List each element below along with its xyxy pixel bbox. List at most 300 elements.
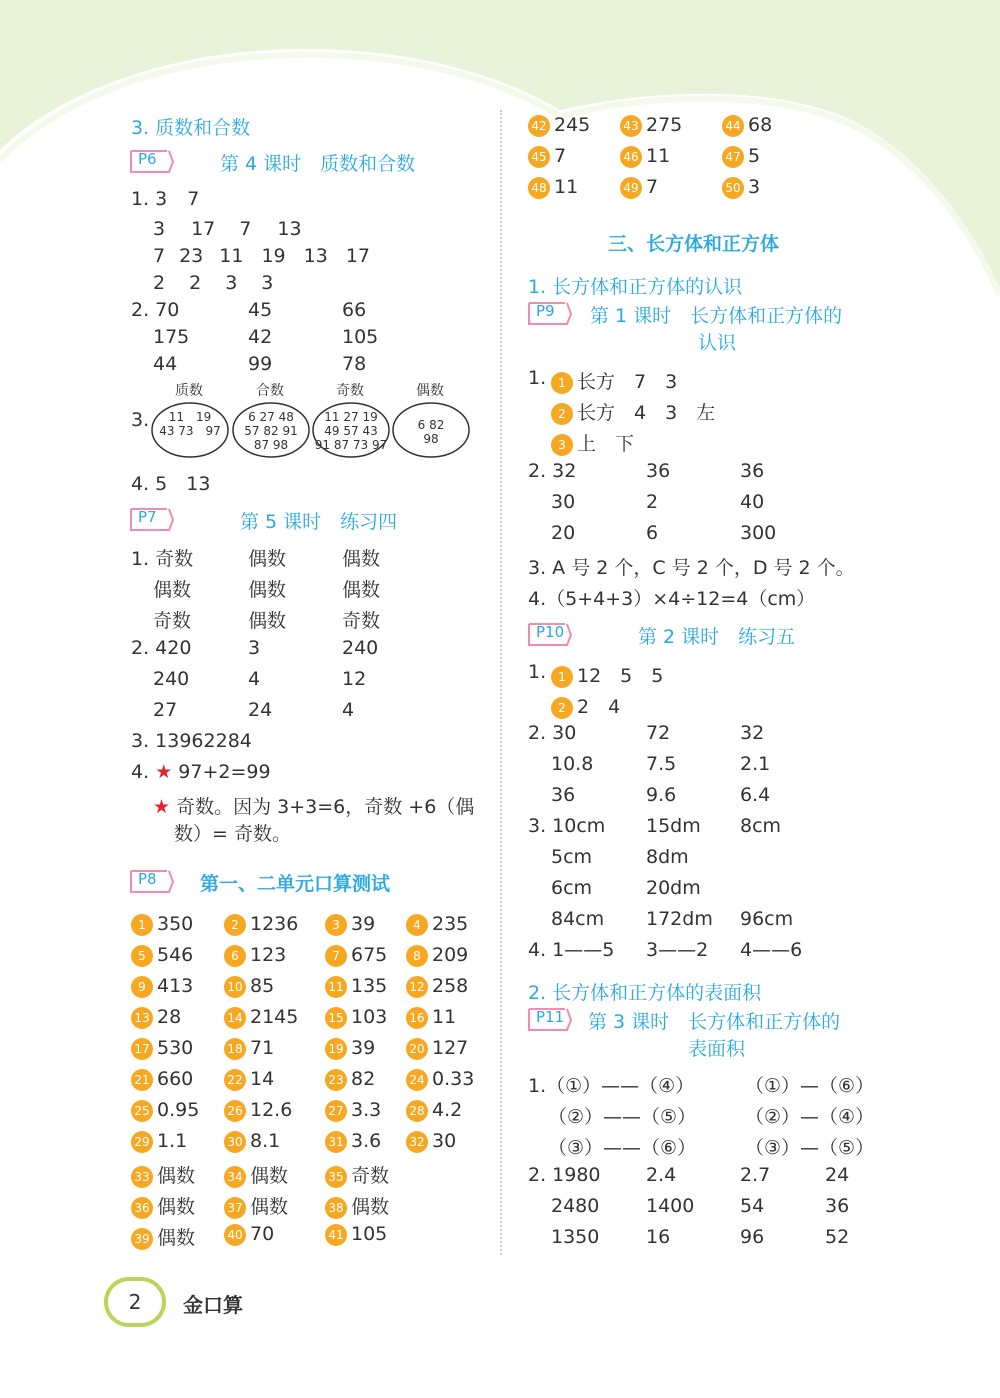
oral-answer (406, 975, 468, 998)
star-icon: ★ (153, 796, 171, 818)
answer-value: 2145 (250, 1006, 299, 1028)
answer-cell: 2. 30 (528, 722, 577, 744)
number-badge: 38 (325, 1197, 347, 1219)
oral-answer (131, 1099, 199, 1122)
answer-value: 1236 (250, 913, 299, 935)
page-tag-p11 (527, 1006, 573, 1032)
number-badge: 16 (406, 1007, 428, 1029)
page-tag-p8 (129, 868, 175, 894)
answer-line (153, 245, 370, 267)
oral-answer (131, 1068, 193, 1091)
number-badge: 43 (620, 115, 642, 137)
number-badge: 28 (406, 1100, 428, 1122)
answer-cell: 2. 32 (528, 460, 577, 482)
answer-cell: 30 (551, 491, 576, 513)
answer-cell: 96 (740, 1226, 765, 1248)
answer-cell: 7 (153, 245, 166, 267)
answer-cell: 13 (303, 245, 328, 267)
lesson-title-line2: 表面积 (688, 1038, 746, 1060)
number-badge: 27 (325, 1100, 347, 1122)
answer-cell: 42 (248, 326, 273, 348)
question-prefix: 3. (131, 409, 150, 431)
answer-line (551, 692, 620, 719)
answer-cell: 54 (740, 1195, 765, 1217)
lesson-title: 第 4 课时 质数和合数 (220, 153, 416, 175)
answer-cell: 3 (153, 218, 166, 240)
number-badge: 36 (131, 1197, 153, 1219)
oral-answer (224, 913, 298, 936)
answer-value: 3 (748, 176, 761, 198)
answer-cell: 44 (153, 353, 178, 375)
page-tag-p7 (129, 506, 175, 532)
lesson-title: 第 3 课时 长方体和正方体的 (588, 1011, 841, 1033)
oral-answer (406, 944, 468, 967)
number-badge: 2 (551, 697, 573, 719)
answer-cell: 7 (239, 218, 252, 240)
answer-cell: 45 (248, 299, 273, 321)
answer-value: 14 (250, 1068, 275, 1090)
answer-text: 奇数。因为 3+3=6，奇数 +6（偶 (176, 796, 475, 818)
number-badge: 3 (325, 914, 347, 936)
answer-cell: 4——6 (740, 939, 803, 961)
question-prefix: 1. (528, 367, 547, 389)
oval-label: 质数 (175, 383, 203, 399)
answer-cell: 2. 1980 (528, 1164, 601, 1186)
answer-cell: 12 (342, 668, 367, 690)
answer-cell: 19 (261, 245, 286, 267)
answer-value: 1.1 (157, 1130, 188, 1152)
answer-value: 5 (748, 145, 761, 167)
oral-answer (325, 1037, 375, 1060)
number-badge: 26 (224, 1100, 246, 1122)
section-title: 1. 长方体和正方体的认识 (528, 276, 743, 298)
page-tag-label: P9 (536, 302, 555, 320)
oral-answer (224, 1068, 274, 1091)
answer-cell: 3. 13962284 (131, 730, 252, 752)
answer-value: 11 (554, 176, 579, 198)
number-badge: 45 (528, 146, 550, 168)
oval-number-line: 87 98 (253, 438, 289, 452)
answer-cell: 36 (551, 784, 576, 806)
oral-answer (131, 1130, 187, 1153)
answer-cell: 1350 (551, 1226, 600, 1248)
oval-evens (393, 418, 469, 446)
oval-number-line: 57 82 91 (244, 424, 298, 438)
answer-cell: 2.7 (740, 1164, 771, 1186)
number-badge: 5 (131, 945, 153, 967)
oral-answer (722, 145, 760, 168)
answer-cell: 13 (277, 218, 302, 240)
answer-cell: 27 (153, 699, 178, 721)
answer-cell: 72 (646, 722, 671, 744)
answer-cell: 15dm (646, 815, 701, 837)
number-badge: 4 (406, 914, 428, 936)
answer-value: 209 (432, 944, 469, 966)
oral-answer (325, 1223, 387, 1246)
answer-value: 偶数 (157, 1196, 196, 1218)
answer-cell: 奇数 (342, 610, 381, 632)
answer-value: 0.33 (432, 1068, 475, 1090)
answer-value: 偶数 (351, 1196, 390, 1218)
number-badge: 41 (325, 1224, 347, 1246)
number-badge: 50 (722, 177, 744, 199)
answer-text: 数）= 奇数。 (174, 823, 291, 845)
answer-cell: 17 (345, 245, 371, 267)
lesson-title: 第 5 课时 练习四 (240, 511, 398, 533)
number-badge: 6 (224, 945, 246, 967)
answer-cell: 17 (191, 218, 216, 240)
page-tag-p6 (129, 148, 175, 174)
page-tag-label: P7 (138, 508, 157, 526)
answer-cell: 1. 奇数 (131, 548, 194, 570)
answer-cell: 172dm (646, 908, 713, 930)
answer-cell: 偶数 (342, 548, 381, 570)
oral-answer (224, 1006, 298, 1029)
answer-cell: 240 (342, 637, 379, 659)
answer-value: 68 (748, 114, 773, 136)
chapter-title: 三、长方体和正方体 (608, 233, 780, 255)
section-title-primes: 3. 质数和合数 (131, 117, 251, 139)
number-badge: 39 (131, 1228, 153, 1250)
number-badge: 21 (131, 1069, 153, 1091)
answer-value: 105 (351, 1223, 388, 1245)
lesson-title-line2: 认识 (698, 332, 737, 354)
answer-cell: 2 (646, 491, 659, 513)
answer-cell: 7 (187, 188, 200, 210)
oval-label: 合数 (256, 383, 284, 399)
number-badge: 34 (224, 1166, 246, 1188)
answer-cell: 2480 (551, 1195, 600, 1217)
answer-cell: （③）—（⑤） (745, 1137, 875, 1159)
oval-number-line: 43 73 97 (159, 424, 221, 438)
number-badge: 35 (325, 1166, 347, 1188)
answer-line (153, 792, 474, 819)
number-badge: 32 (406, 1131, 428, 1153)
oral-answer (131, 944, 193, 967)
answer-cell: 20 (551, 522, 576, 544)
answer-value: 3.3 (351, 1099, 382, 1121)
number-badge: 18 (224, 1038, 246, 1060)
oral-answer (224, 1037, 274, 1060)
lesson-title: 第 1 课时 长方体和正方体的 (590, 305, 843, 327)
answer-cell: 1400 (646, 1195, 695, 1217)
answer-value: 245 (554, 114, 591, 136)
answer-cell: 1.（①）——（④） (528, 1075, 695, 1097)
oral-answer (620, 145, 670, 168)
number-badge: 1 (131, 914, 153, 936)
answer-line (131, 188, 199, 210)
answer-value: 235 (432, 913, 469, 935)
answer-value: 413 (157, 975, 194, 997)
answer-cell: 20dm (646, 877, 701, 899)
oral-answer (131, 1161, 195, 1188)
answer-cell: 6cm (551, 877, 593, 899)
answer-text: 2 4 (577, 696, 621, 718)
oral-answer (406, 1006, 456, 1029)
oral-answer (325, 1161, 389, 1188)
answer-cell: 奇数 (153, 610, 192, 632)
number-badge: 20 (406, 1038, 428, 1060)
answer-cell: 偶数 (342, 579, 381, 601)
test-title: 第一、二单元口算测试 (200, 873, 391, 895)
answer-cell: 偶数 (248, 548, 287, 570)
oral-answer (325, 1192, 389, 1219)
number-badge: 23 (325, 1069, 347, 1091)
number-badge: 10 (224, 976, 246, 998)
answer-line (551, 429, 634, 456)
answer-value: 275 (646, 114, 683, 136)
answer-value: 11 (646, 145, 671, 167)
answer-cell: 52 (825, 1226, 850, 1248)
oral-answer (325, 975, 387, 998)
oval-number-line: 98 (423, 432, 439, 446)
answer-value: 7 (554, 145, 567, 167)
oral-answer (224, 1161, 288, 1188)
number-badge: 22 (224, 1069, 246, 1091)
question-prefix: 4. (131, 761, 150, 783)
oral-answer (325, 1006, 387, 1029)
answer-value: 660 (157, 1068, 194, 1090)
number-badge: 25 (131, 1100, 153, 1122)
answer-cell: 3 (225, 272, 238, 294)
number-badge: 40 (224, 1224, 246, 1246)
oval-primes (152, 410, 228, 438)
answer-cell: 7.5 (646, 753, 677, 775)
answer-cell: （②）——（⑤） (548, 1106, 697, 1128)
answer-value: 39 (351, 1037, 376, 1059)
oval-label: 偶数 (416, 383, 444, 399)
oral-answer (406, 913, 468, 936)
oral-answer (131, 1223, 195, 1250)
answer-cell: 3 (248, 637, 261, 659)
oral-answer (131, 1006, 181, 1029)
answer-value: 135 (351, 975, 388, 997)
answer-line (131, 761, 271, 783)
answer-cell: （①）—（⑥） (745, 1075, 875, 1097)
page-tag-label: P10 (536, 623, 565, 641)
answer-value: 4.2 (432, 1099, 463, 1121)
oral-answer (620, 176, 658, 199)
answer-cell: 105 (342, 326, 379, 348)
book-name: 金口算 (183, 1293, 243, 1317)
answer-value: 82 (351, 1068, 376, 1090)
answer-cell: 32 (740, 722, 765, 744)
answer-cell: 6.4 (740, 784, 771, 806)
oral-answer (224, 1223, 274, 1246)
oral-answer (131, 975, 193, 998)
answer-value: 350 (157, 913, 194, 935)
answer-value: 258 (432, 975, 469, 997)
oral-answer (722, 176, 760, 199)
number-badge: 31 (325, 1131, 347, 1153)
oral-answer (406, 1099, 462, 1122)
oral-answer (131, 913, 193, 936)
oral-answer (528, 114, 590, 137)
answer-cell: 240 (153, 668, 190, 690)
answer-cell: 5cm (551, 846, 593, 868)
oral-answer (224, 1130, 280, 1153)
answer-value: 123 (250, 944, 287, 966)
answer-cell: 3 (261, 272, 274, 294)
oral-answer (325, 944, 387, 967)
oral-answer (224, 1099, 292, 1122)
number-badge: 49 (620, 177, 642, 199)
page-tag-label: P11 (536, 1008, 565, 1026)
number-badge: 47 (722, 146, 744, 168)
answer-line (551, 398, 715, 425)
number-badge: 15 (325, 1007, 347, 1029)
answer-cell: 66 (342, 299, 367, 321)
answer-value: 奇数 (351, 1165, 390, 1187)
answer-cell: 4 (248, 668, 261, 690)
answer-value: 546 (157, 944, 194, 966)
answer-cell: 1. 3 (131, 188, 168, 210)
answer-cell: 23 (179, 245, 204, 267)
number-badge: 12 (406, 976, 428, 998)
answer-line: 4.（5+4+3）×4÷12=4（cm） (528, 588, 816, 610)
answer-cell: 36 (825, 1195, 850, 1217)
number-badge: 17 (131, 1038, 153, 1060)
number-badge: 1 (551, 372, 573, 394)
number-badge: 24 (406, 1069, 428, 1091)
answer-cell: 10.8 (551, 753, 594, 775)
answer-cell: 11 (219, 245, 244, 267)
answer-text: 上 下 (577, 433, 635, 455)
answer-value: 12.6 (250, 1099, 293, 1121)
oral-answer (528, 145, 566, 168)
answer-cell: 2. 70 (131, 299, 180, 321)
answer-line: 3. A 号 2 个，C 号 2 个，D 号 2 个。 (528, 557, 855, 579)
oral-answer (224, 1192, 288, 1219)
answer-cell: 97+2=99 (178, 761, 271, 783)
answer-cell: 24 (825, 1164, 850, 1186)
answer-cell: 2 (153, 272, 166, 294)
oval-label: 奇数 (336, 383, 364, 399)
oval-odds (313, 410, 389, 452)
answer-cell: 300 (740, 522, 777, 544)
answer-cell: 4. 1——5 (528, 939, 615, 961)
answer-cell: 96cm (740, 908, 794, 930)
number-badge: 46 (620, 146, 642, 168)
answer-cell: （②）—（④） (745, 1106, 875, 1128)
page-tag-p9 (527, 300, 573, 326)
answer-value: 675 (351, 944, 388, 966)
number-badge: 2 (551, 403, 573, 425)
oral-answer (406, 1130, 456, 1153)
page-tag-p10 (527, 621, 573, 647)
section-title: 2. 长方体和正方体的表面积 (528, 982, 762, 1004)
number-badge: 2 (224, 914, 246, 936)
oral-answer (406, 1068, 474, 1091)
oral-answer (131, 1192, 195, 1219)
number-badge: 1 (551, 666, 573, 688)
answer-line (551, 661, 663, 688)
answer-cell: 2.1 (740, 753, 771, 775)
oral-answer (620, 114, 682, 137)
oral-answer (406, 1037, 468, 1060)
answer-value: 28 (157, 1006, 182, 1028)
answer-line (153, 218, 302, 240)
number-badge: 8 (406, 945, 428, 967)
number-badge: 44 (722, 115, 744, 137)
answer-cell: 3. 10cm (528, 815, 606, 837)
oral-answer (528, 176, 578, 199)
answer-cell: 3——2 (646, 939, 709, 961)
oral-answer (325, 1068, 375, 1091)
answer-cell: 2. 420 (131, 637, 192, 659)
answer-cell: 24 (248, 699, 273, 721)
answer-cell: 8cm (740, 815, 782, 837)
answer-value: 103 (351, 1006, 388, 1028)
question-prefix: 1. (528, 661, 547, 683)
oval-number-line: 91 87 73 97 (314, 438, 388, 452)
answer-cell: 6 (646, 522, 659, 544)
number-badge: 7 (325, 945, 347, 967)
oral-answer (131, 1037, 193, 1060)
number-badge: 14 (224, 1007, 246, 1029)
number-badge: 19 (325, 1038, 347, 1060)
answer-text: 长方 4 3 左 (577, 402, 716, 424)
answer-cell: 99 (248, 353, 273, 375)
star-icon: ★ (155, 761, 173, 783)
number-badge: 37 (224, 1197, 246, 1219)
answer-cell: 4 (342, 699, 355, 721)
answer-cell: 40 (740, 491, 765, 513)
answer-cell: （③）——（⑥） (548, 1137, 697, 1159)
oral-answer (224, 975, 274, 998)
answer-line: 4. 5 13 (131, 473, 211, 495)
answer-line (551, 367, 677, 394)
number-badge: 11 (325, 976, 347, 998)
answer-cell: 16 (646, 1226, 671, 1248)
page-tag-label: P8 (138, 870, 157, 888)
oval-number-line: 11 19 (168, 410, 212, 424)
answer-value: 530 (157, 1037, 194, 1059)
answer-value: 7 (646, 176, 659, 198)
oval-number-line: 11 27 19 (324, 410, 378, 424)
number-badge: 30 (224, 1131, 246, 1153)
answer-cell: 175 (153, 326, 190, 348)
answer-value: 偶数 (250, 1165, 289, 1187)
answer-cell: 84cm (551, 908, 605, 930)
page-tag-label: P6 (138, 150, 157, 168)
answer-text: 12 5 5 (577, 665, 664, 687)
answer-cell: 偶数 (153, 579, 192, 601)
oval-number-line: 49 57 43 (324, 424, 378, 438)
answer-value: 39 (351, 913, 376, 935)
lesson-title: 第 2 课时 练习五 (638, 626, 796, 648)
number-badge: 13 (131, 1007, 153, 1029)
oral-answer (224, 944, 286, 967)
answer-value: 3.6 (351, 1130, 382, 1152)
oral-answer (325, 1099, 381, 1122)
answer-cell: 2.4 (646, 1164, 677, 1186)
column-divider (500, 110, 502, 1255)
answer-value: 8.1 (250, 1130, 281, 1152)
answer-cell: 36 (740, 460, 765, 482)
answer-cell: 偶数 (248, 610, 287, 632)
answer-value: 127 (432, 1037, 469, 1059)
answer-value: 30 (432, 1130, 457, 1152)
oval-number-line: 6 82 (417, 418, 445, 432)
answer-cell: 8dm (646, 846, 689, 868)
answer-value: 偶数 (157, 1227, 196, 1249)
answer-cell: 36 (646, 460, 671, 482)
number-badge: 29 (131, 1131, 153, 1153)
answer-cell: 偶数 (248, 579, 287, 601)
answer-line (153, 272, 273, 294)
oral-answer (325, 1130, 381, 1153)
